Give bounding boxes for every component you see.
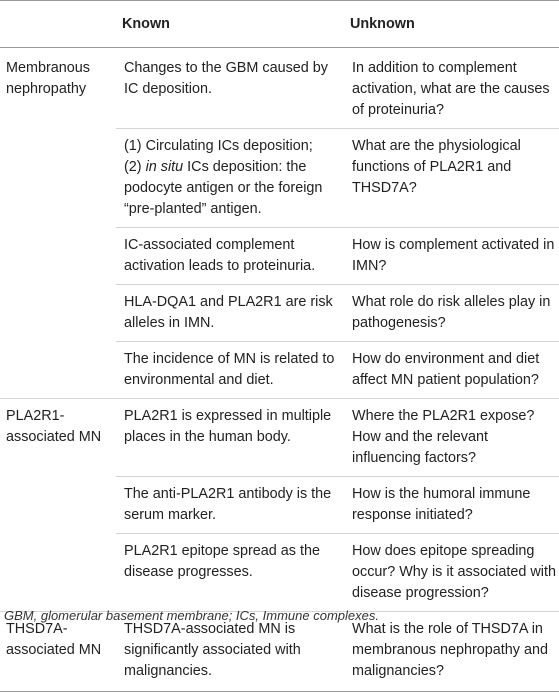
header-cell-known: Known	[116, 1, 344, 48]
group-cell	[0, 534, 116, 612]
known-line-2-prefix: (2)	[124, 159, 146, 175]
group-cell	[0, 285, 116, 342]
table-row	[0, 48, 559, 129]
unknown-cell: Where the PLA2R1 expose? How and the relevant influencing factors?	[344, 399, 559, 477]
known-cell: THSD7A-associated MN is significantly associated with malignancies.	[116, 612, 344, 692]
known-cell	[116, 129, 344, 228]
group-cell: THSD7A-associated MN	[0, 612, 116, 692]
table-row	[0, 342, 559, 399]
known-cell: The anti-PLA2R1 antibody is the serum marker.	[116, 477, 344, 534]
header-cell-group	[0, 1, 116, 48]
table-row	[0, 477, 559, 534]
known-cell: Changes to the GBM caused by IC deposition.	[124, 60, 328, 97]
table-row	[0, 228, 559, 285]
group-cell: PLA2R1-associated MN	[0, 399, 116, 477]
known-cell: PLA2R1 epitope spread as the disease progresses.	[116, 534, 344, 612]
unknown-cell: In addition to complement activation, what are the causes of proteinuria?	[352, 60, 550, 118]
group-cell	[0, 129, 116, 228]
header-row	[0, 1, 559, 48]
header-cell-unknown: Unknown	[344, 1, 559, 48]
table-row	[0, 129, 559, 228]
group-cell	[0, 342, 116, 399]
unknown-cell: How does epitope spreading occur? Why is it associated with disease progression?	[344, 534, 559, 612]
table-footnote: GBM, glomerular basement membrane; ICs, Immune complexes.	[4, 608, 379, 623]
unknown-cell: How is complement activated in IMN?	[344, 228, 559, 285]
group-cell	[0, 477, 116, 534]
unknown-cell: What is the role of THSD7A in membranous nephropathy and malignancies?	[344, 612, 559, 692]
table-row	[0, 612, 559, 692]
known-cell: PLA2R1 is expressed in multiple places in the human body.	[116, 399, 344, 477]
known-line-2-italic: in situ	[145, 159, 184, 175]
unknown-cell: How do environment and diet affect MN patient population?	[344, 342, 559, 399]
known-line-2-rest: ICs deposition: the podocyte antigen or the foreign “pre-planted” antigen.	[124, 159, 323, 217]
group-cell: Membranous nephropathy	[6, 60, 90, 97]
group-cell	[0, 228, 116, 285]
table-row	[0, 399, 559, 477]
table-row	[0, 534, 559, 612]
unknown-cell: What role do risk alleles play in pathogenesis?	[344, 285, 559, 342]
known-cell: IC-associated complement activation leads to proteinuria.	[116, 228, 344, 285]
unknown-cell: How is the humoral immune response initiated?	[344, 477, 559, 534]
known-cell: The incidence of MN is related to environmental and diet.	[116, 342, 344, 399]
table-row	[0, 285, 559, 342]
known-cell: HLA-DQA1 and PLA2R1 are risk alleles in IMN.	[116, 285, 344, 342]
unknown-cell: What are the physiological functions of PLA2R1 and THSD7A?	[344, 129, 559, 228]
known-line-1: (1) Circulating ICs deposition;	[124, 138, 313, 154]
